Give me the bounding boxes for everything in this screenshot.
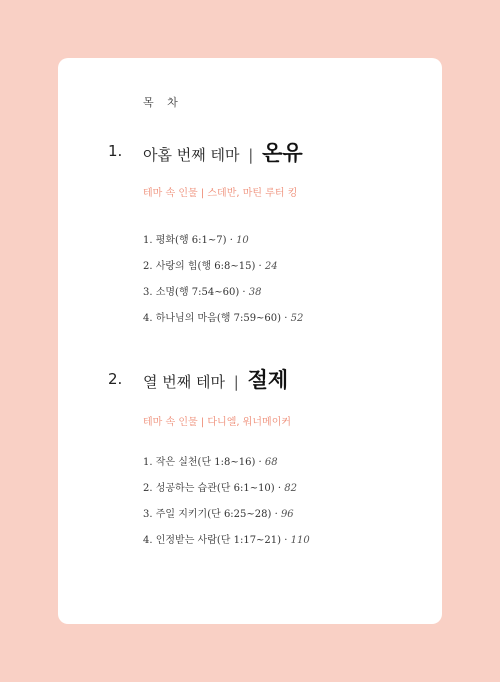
toc-heading: 목 차 bbox=[143, 96, 183, 109]
entry-text: 1. 작은 실천(단 1:8~16) · bbox=[143, 457, 265, 468]
entry-page: 110 bbox=[290, 535, 310, 546]
section-1-title-prefix: 아홉 번째 테마 bbox=[143, 146, 240, 164]
section-1-entry-2 bbox=[143, 257, 278, 272]
entry-page: 82 bbox=[284, 483, 297, 494]
section-1-title bbox=[143, 137, 303, 167]
section-1-people: 테마 속 인물 | 스데반, 마틴 루터 킹 bbox=[143, 188, 298, 199]
entry-page: 52 bbox=[290, 313, 304, 324]
entry-page: 38 bbox=[248, 287, 262, 298]
section-1-entry-1 bbox=[143, 231, 249, 246]
entry-text: 4. 하나님의 마음(행 7:59~60) · bbox=[143, 313, 291, 324]
section-2-entry-1 bbox=[143, 453, 278, 468]
section-2-title bbox=[143, 364, 288, 394]
section-2-entry-4 bbox=[143, 531, 310, 546]
entry-page: 10 bbox=[236, 235, 249, 246]
section-1-number: 1. bbox=[108, 142, 123, 160]
section-2-theme: 절제 bbox=[247, 368, 289, 392]
entry-page: 68 bbox=[264, 457, 278, 468]
entry-page: 96 bbox=[280, 509, 294, 520]
entry-text: 4. 인정받는 사람(단 1:17~21) · bbox=[143, 535, 291, 546]
section-2-people: 테마 속 인물 | 다니엘, 워너메이커 bbox=[143, 417, 292, 428]
entry-text: 2. 사랑의 힘(행 6:8~15) · bbox=[143, 261, 265, 272]
entry-page: 24 bbox=[264, 261, 278, 272]
section-2-number: 2. bbox=[108, 370, 123, 388]
section-2-entry-3 bbox=[143, 505, 294, 520]
section-1-entry-4 bbox=[143, 309, 303, 324]
section-1-separator: | bbox=[248, 146, 254, 164]
section-2-title-prefix: 열 번째 테마 bbox=[143, 373, 225, 391]
section-2-separator: | bbox=[233, 373, 239, 391]
entry-text: 1. 평화(행 6:1~7) · bbox=[143, 235, 237, 246]
entry-text: 3. 주일 지키기(단 6:25~28) · bbox=[143, 509, 281, 520]
entry-text: 2. 성공하는 습관(단 6:1~10) · bbox=[143, 483, 285, 494]
section-1-theme: 온유 bbox=[262, 141, 303, 165]
section-2-entry-2 bbox=[143, 479, 297, 494]
section-1-entry-3 bbox=[143, 283, 262, 298]
entry-text: 3. 소명(행 7:54~60) · bbox=[143, 287, 249, 298]
